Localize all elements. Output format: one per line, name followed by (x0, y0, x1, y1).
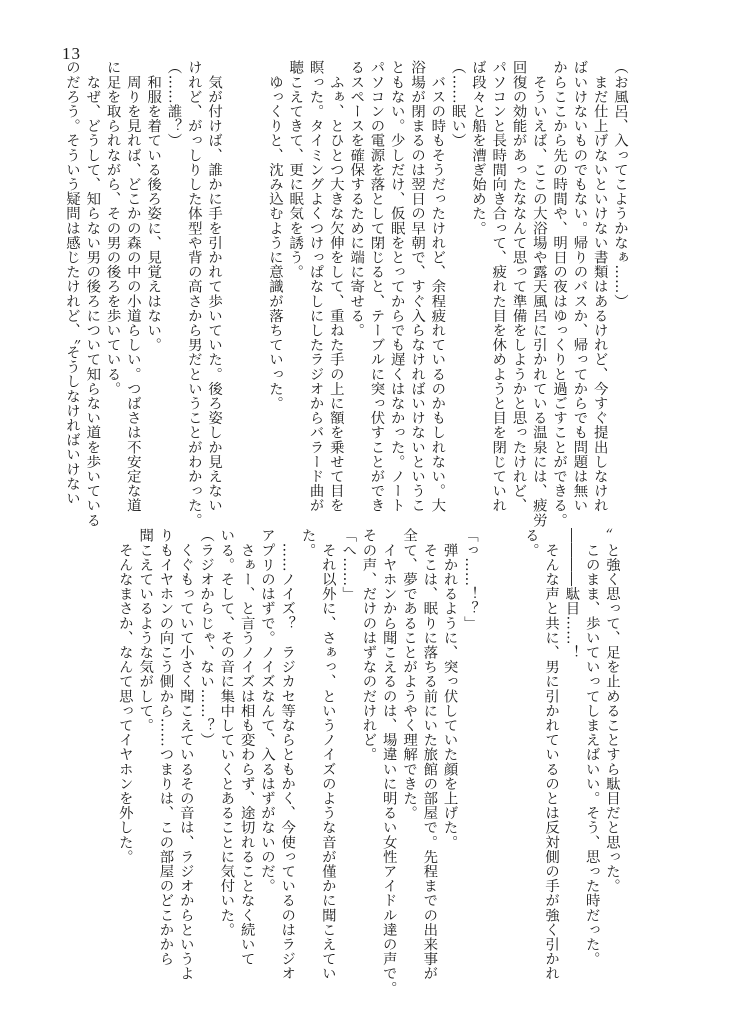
text-line: 全て、夢であることがようやく理解できた。 (401, 528, 418, 820)
text-line: 周りを見れば、どこかの森の中の小道らしい。つばさは不安定な道 (124, 60, 141, 513)
text-line: なぜ、どうして、知らない男の後ろについて知らない道を歩いている (84, 60, 101, 528)
text-line: ともない。少しだけ、仮眠をとってからでも遅くはなかった。ノート (388, 60, 405, 513)
text-line: （……誰？） (165, 60, 182, 148)
text-line: パソコンの電源を落として閉じると、テーブルに突っ伏すことができ (368, 60, 385, 513)
text-line: りもイヤホンの向こう側から……つまりは、この部屋のどこかから (157, 528, 174, 966)
text-line: そんな声と共に、男に引かれているのとは反対側の手が強く引かれ (543, 528, 560, 981)
text-line: そこは、眠りに落ちる前にいた旅館の部屋で。先程までの出来事が (421, 528, 438, 981)
text-line: 〟と強く思って、足を止めることすら駄目だと思った。 (604, 528, 620, 893)
text-line: 聞こえているような気がして。 (137, 528, 154, 733)
text-line: イヤホンから聞こえるのは、場違いに明るい女性アイドル達の声で。 (380, 528, 397, 996)
text-line: ばいけないものでもない。帰りのバスか、帰ってからでも問題は無い (571, 60, 588, 513)
text-line: 「へ……」 (340, 528, 357, 601)
text-line: のだろう。そういう疑問は感じたけれど、〝そうしなければいけない (63, 60, 80, 506)
text-line: いる。そして、その音に集中していくとあることに気付いた。 (218, 528, 235, 937)
text-line: 浴場が閉まるのは翌日の早朝で、すぐ入らなければいけないというこ (409, 60, 426, 513)
text-line: 聴こえてきて、更に眠気を誘う。 (287, 60, 304, 279)
text-line: 弾かれるように、突っ伏していた顔を上げた。 (441, 528, 458, 850)
text-line: パソコンと長時間向き合って、疲れた目を休めようと目を閉じていれ (490, 60, 507, 513)
text-line: ば段々と船を漕ぎ始めた。 (469, 60, 486, 236)
text-line: からここから先の時間や、明日の夜はゆっくりと過ごすことができる。 (551, 60, 568, 528)
text-line: るスペースを確保するために端に寄せる。 (348, 60, 365, 338)
text-line: そんなまさか、なんて思ってイヤホンを外した。 (116, 528, 133, 864)
text-line: 「っ……！？」 (461, 528, 478, 631)
text-line: （お風呂、入ってこようかなぁ……） (612, 60, 628, 309)
text-line: （……眠い） (449, 60, 466, 148)
text-line: けれど、がっしりした体型や背の高さから男だということがわかった。 (185, 60, 202, 528)
text-line: ふぁ、とひとつ大きな欠伸をして、重ねた手の上に額を乗せて目を (327, 60, 344, 513)
text-line: ――――駄目……！ (563, 528, 580, 660)
text-line: る。 (522, 528, 539, 558)
text-line: くぐもっていて小さく聞こえているその音は、ラジオからというよ (177, 528, 194, 981)
text-line: （ラジオからじゃ、ない……？） (198, 528, 215, 747)
text-line: 瞑った。タイミングよくつけっぱなしにしたラジオからバラード曲が (307, 60, 324, 513)
text-line: それ以外に、さぁっ、というノイズのような音が僅かに聞こえてい (319, 528, 336, 981)
text-line: 回復の効能があったななんて思って準備をしようかと思ったけれど、 (510, 60, 527, 513)
text-line: ゆっくりと、沈み込むように意識が落ちていった。 (266, 60, 283, 411)
text-line: アプリのはずで。ノイズなんて、入るはずがないのだ。 (258, 528, 275, 893)
text-line: に足を取られながら、その男の後ろを歩いている。 (104, 60, 121, 396)
text-line: た。 (299, 528, 316, 558)
text-line: さぁー、と言うノイズは相も変わらず、途切れることなく続いて (238, 528, 255, 966)
text-line: そういえば、ここの大浴場や露天風呂に引かれている温泉には、疲労 (530, 60, 547, 528)
text-line: まだ仕上げないといけない書類はあるけれど、今すぐ提出しなけれ (591, 60, 608, 513)
text-line: 和服を着ている後ろ姿に、見覚えはない。 (145, 60, 162, 352)
page-number: 13 (62, 44, 81, 63)
text-line: ……ノイズ？ ラジカセ等ならともかく、今使っているのはラジオ (279, 528, 296, 981)
text-block-lower (115, 528, 622, 996)
text-line: バスの時もそうだったけれど、余程疲れているのかもしれない。大 (429, 60, 446, 513)
text-block-upper (62, 60, 630, 528)
text-line: 気が付けば、誰かに手を引かれて歩いていた。後ろ姿しか見えない (206, 60, 223, 513)
text-line: その声、だけのはずなのだけれど。 (360, 528, 377, 762)
text-line: このまま、歩いていってしまえばいい。そう、思った時だった。 (583, 528, 600, 966)
